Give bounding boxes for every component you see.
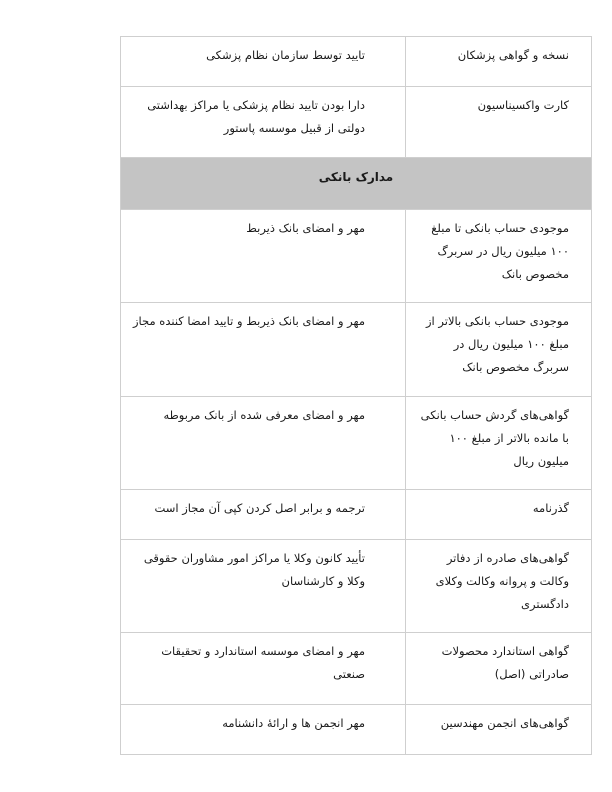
document-text: گواهی استاندارد محصولات صادراتی (اصل) [441,644,569,681]
table-row [121,397,592,490]
document-cell [406,705,592,755]
requirement-cell [121,540,406,633]
table-row [121,210,592,303]
document-text: موجودی حساب بانکی بالاتر از مبلغ ۱۰۰ میلیون ریال در سربرگ مخصوص بانک [426,314,569,374]
requirement-cell [121,303,406,397]
requirement-text: دارا بودن تایید نظام پزشکی یا مراکز بهداشتی دولتی از قبیل موسسه پاستور [147,98,365,135]
document-cell [406,87,592,158]
table-row [121,633,592,705]
requirement-text: مهر و امضای معرفی شده از بانک مربوطه [163,408,365,422]
requirement-text: مهر و امضای بانک ذیربط [246,221,365,235]
requirement-cell [121,37,406,87]
document-cell [406,210,592,303]
requirement-text: مهر انجمن ها و ارائهٔ دانشنامه [222,716,365,730]
requirement-cell [121,210,406,303]
table-row [121,490,592,540]
document-text: گذرنامه [532,501,569,515]
section-header-cell [121,158,592,210]
document-text: کارت واکسیناسیون [477,98,569,112]
requirement-text: ترجمه و برابر اصل کردن کپی آن مجاز است [154,501,365,515]
requirement-cell [121,490,406,540]
document-text: گواهی‌های گردش حساب بانکی با مانده بالاتر از مبلغ ۱۰۰ میلیون ریال [420,408,569,468]
documents-table [120,36,592,755]
requirement-text: مهر و امضای موسسه استاندارد و تحقیقات صنعتی [161,644,365,681]
document-cell [406,37,592,87]
requirement-cell [121,397,406,490]
document-cell [406,303,592,397]
table-row [121,540,592,633]
table-row [121,303,592,397]
table-row [121,37,592,87]
document-text: موجودی حساب بانکی تا مبلغ ۱۰۰ میلیون ریال در سربرگ مخصوص بانک [431,221,569,281]
requirement-cell [121,705,406,755]
document-text: گواهی‌های صادره از دفاتر وکالت و پروانه وکالت وکلای دادگستری [435,551,569,611]
requirement-text: تأیید کانون وکلا یا مراکز امور مشاوران حقوقی وکلا و کارشناسان [143,551,365,588]
document-cell [406,540,592,633]
document-cell [406,633,592,705]
requirement-cell [121,633,406,705]
table-row [121,705,592,755]
document-cell [406,490,592,540]
section-header-row [121,158,592,210]
section-title: مدارک بانکی [318,170,394,184]
table-row [121,87,592,158]
requirement-text: تایید توسط سازمان نظام پزشکی [206,48,365,62]
document-text: گواهی‌های انجمن مهندسین [440,716,569,730]
requirement-text: مهر و امضای بانک ذیربط و تایید امضا کننده مجاز [133,314,365,328]
requirement-cell [121,87,406,158]
document-cell [406,397,592,490]
document-text: نسخه و گواهی پزشکان [457,48,569,62]
